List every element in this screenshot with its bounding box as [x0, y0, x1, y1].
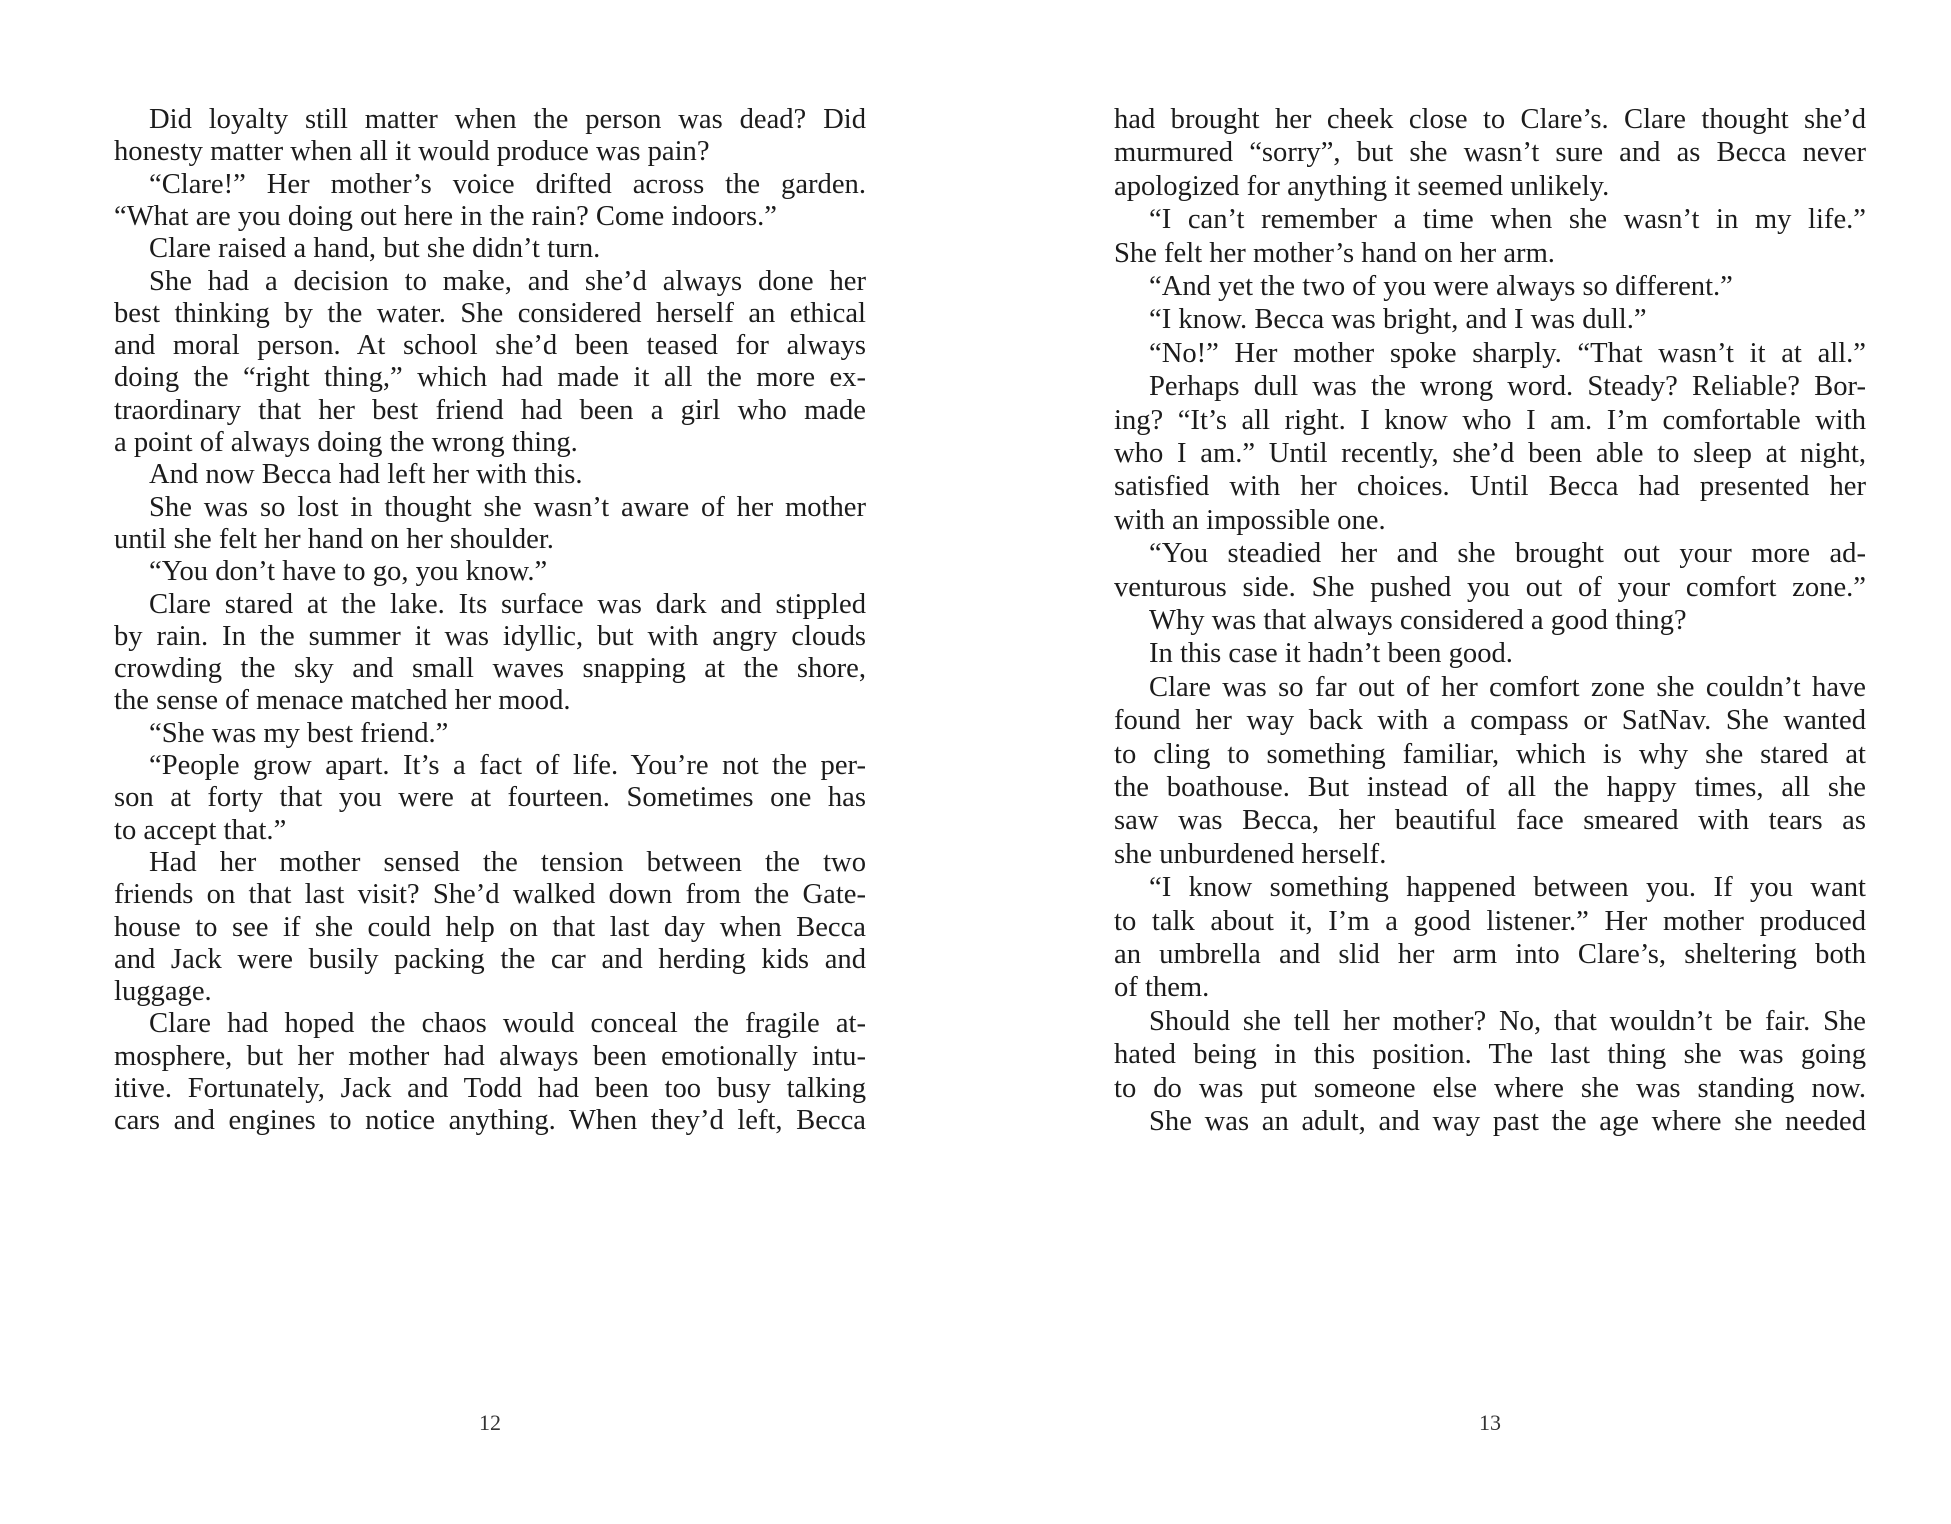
text-line: “No!” Her mother spoke sharply. “That wasn’t it at all.” — [1149, 337, 1866, 369]
text-line: son at forty that you were at fourteen. Sometimes one has — [114, 782, 866, 814]
text-line: who I am.” Until recently, she’d been able to sleep at night, — [1114, 438, 1866, 469]
text-line: the sense of menace matched her mood. — [114, 685, 571, 717]
text-line: to cling to something familiar, which is why she stared at — [1114, 738, 1866, 770]
text-line: to accept that.” — [114, 814, 287, 846]
text-line: had brought her cheek close to Clare’s. Clare thought she’d — [1114, 104, 1866, 135]
text-line: doing the “right thing,” which had made it all the more ex- — [114, 362, 866, 394]
text-line: honesty matter when all it would produce was pain? — [114, 136, 710, 168]
text-line: and moral person. At school she’d been teased for always — [114, 330, 866, 362]
text-line: she unburdened herself. — [1114, 838, 1387, 870]
text-line: and Jack were busily packing the car and herding kids and — [114, 943, 866, 975]
text-line: Perhaps dull was the wrong word. Steady? Reliable? Bor- — [1149, 371, 1866, 403]
text-line: She felt her mother’s hand on her arm. — [1114, 237, 1555, 269]
right-page-number: 13 — [1479, 1410, 1501, 1435]
text-line: hated being in this position. The last thing she was going — [1114, 1039, 1866, 1071]
text-line: apologized for anything it seemed unlikely. — [1114, 170, 1610, 202]
text-line: cars and engines to notice anything. When they’d left, Becca — [114, 1105, 866, 1137]
text-line: crowding the sky and small waves snapping at the shore, — [114, 653, 866, 685]
text-line: “What are you doing out here in the rain? Come indoors.” — [114, 200, 778, 232]
text-line: “And yet the two of you were always so different.” — [1149, 271, 1733, 302]
text-line: She was an adult, and way past the age where she needed — [1149, 1106, 1866, 1137]
text-line: with an impossible one. — [1114, 504, 1386, 536]
right-page — [1114, 100, 1866, 1435]
text-line: “I can’t remember a time when she wasn’t in my life.” — [1149, 204, 1866, 236]
text-line: a point of always doing the wrong thing. — [114, 427, 578, 458]
left-page-number: 12 — [479, 1410, 501, 1435]
text-line: satisfied with her choices. Until Becca had presented her — [1114, 471, 1866, 503]
text-line: itive. Fortunately, Jack and Todd had been too busy talking — [114, 1073, 866, 1104]
text-line: In this case it hadn’t been good. — [1149, 638, 1513, 670]
left-page — [114, 100, 866, 1435]
text-line: Why was that always considered a good thing? — [1149, 605, 1687, 636]
text-line: “People grow apart. It’s a fact of life. You’re not the per- — [149, 750, 866, 781]
text-line: Clare had hoped the chaos would conceal the fragile at- — [149, 1008, 866, 1040]
text-line: by rain. In the summer it was idyllic, but with angry clouds — [114, 620, 866, 652]
text-line: Had her mother sensed the tension between the two — [149, 846, 866, 878]
text-line: traordinary that her best friend had been a girl who made — [114, 394, 866, 426]
text-line: mosphere, but her mother had always been emotionally intu- — [114, 1040, 866, 1072]
text-line: to talk about it, I’m a good listener.” Her mother produced — [1114, 905, 1866, 937]
text-line: until she felt her hand on her shoulder. — [114, 523, 554, 555]
text-line: Clare stared at the lake. Its surface was dark and stippled — [149, 588, 866, 620]
text-line: saw was Becca, her beautiful face smeared with tears as — [1114, 805, 1866, 837]
text-line: She was so lost in thought she wasn’t aware of her mother — [149, 491, 866, 523]
text-line: venturous side. She pushed you out of your comfort zone.” — [1114, 571, 1866, 603]
text-line: the boathouse. But instead of all the happy times, all she — [1114, 772, 1866, 803]
text-line: friends on that last visit? She’d walked down from the Gate- — [114, 879, 866, 911]
text-line: Should she tell her mother? No, that wouldn’t be fair. She — [1149, 1005, 1866, 1037]
text-line: murmured “sorry”, but she wasn’t sure and as Becca never — [1114, 137, 1866, 169]
text-line: luggage. — [114, 976, 212, 1008]
text-line: And now Becca had left her with this. — [149, 459, 583, 491]
text-line: “I know. Becca was bright, and I was dull.” — [1149, 304, 1647, 336]
text-line: best thinking by the water. She considered herself an ethical — [114, 297, 866, 329]
text-line: “You don’t have to go, you know.” — [149, 556, 548, 588]
text-line: “She was my best friend.” — [149, 717, 449, 749]
text-line: “Clare!” Her mother’s voice drifted across the garden. — [149, 168, 866, 200]
text-line: of them. — [1114, 972, 1210, 1004]
text-line: an umbrella and slid her arm into Clare’s, sheltering both — [1114, 939, 1866, 970]
text-line: Clare raised a hand, but she didn’t turn. — [149, 233, 601, 265]
text-line: “You steadied her and she brought out your more ad- — [1149, 538, 1866, 570]
text-line: Did loyalty still matter when the person was dead? Did — [149, 104, 866, 135]
text-line: found her way back with a compass or SatNav. She wanted — [1114, 705, 1866, 737]
text-line: to do was put someone else where she was standing now. — [1114, 1072, 1866, 1104]
text-line: house to see if she could help on that last day when Becca — [114, 911, 866, 943]
text-line: Clare was so far out of her comfort zone she couldn’t have — [1149, 671, 1866, 703]
text-line: She had a decision to make, and she’d always done her — [149, 265, 866, 297]
text-line: ing? “It’s all right. I know who I am. I’m comfortable with — [1114, 404, 1866, 436]
text-line: “I know something happened between you. If you want — [1149, 872, 1866, 904]
